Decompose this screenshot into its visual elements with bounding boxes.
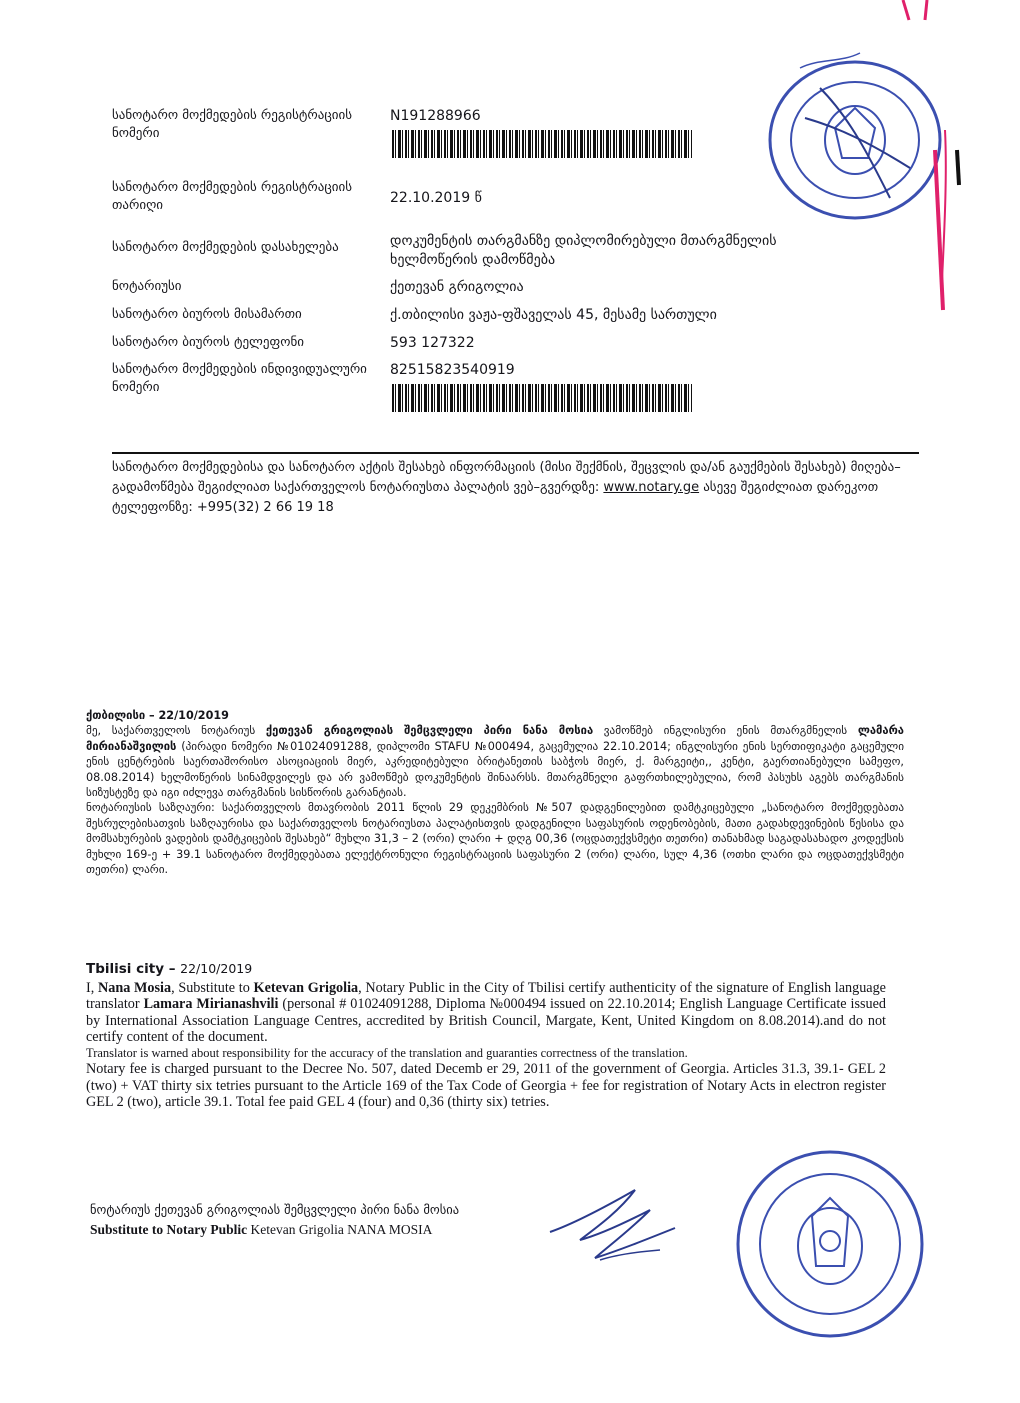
ka-p1-a: მე, საქართველოს ნოტარიუს — [86, 724, 266, 738]
en-p1-g: (personal # 01024091288, Diploma №000494 issued on 22.10.2014; English Language Certificate issued by International Association Language Centres, accredited by British Council, Margate, Kent, United Kingdom on 8.08.2014).and do not certify content of the document. — [86, 996, 887, 1045]
notary-label: ნოტარიუსი — [112, 279, 182, 294]
phone-label: სანოტარო ბიუროს ტელეფონი — [112, 335, 304, 350]
handwritten-signature — [540, 1170, 680, 1270]
info-text-2: ასევე შეგიძლიათ დარეკოთ ტელეფონზე: +995(32) 2 66 19 18 — [112, 480, 879, 515]
en-p1-d: Ketevan Grigolia — [253, 980, 359, 996]
english-certification — [86, 980, 886, 1110]
reg-date-label: სანოტარო მოქმედების რეგისტრაციის თარიღი — [112, 180, 353, 213]
ka-paragraph-2: ნოტარიუსის საზღაური: საქართველოს მთავრობის 2011 წლის 29 დეკემბრის №507 დადგენილებით დამტკიცებული „სანოტარო მოქმედებათა შესრულებისათვის საზღაურისა და საქართველოს ნოტარიუსთა პალატისთვის დადგენილი საფასურის ოდენობების, მათი გადახდევინების წესისა და მომსახურების ვადების დამტკიცების შესახებ“ მუხლი 31,3 – 2 (ორი) ლარი + დღგ 00,36 (ოცდათექვსმეტი თეთრი) თანახმად საგადასახადო კოდექსის მუხლი 169-ე + 39.1 სანოტარო მოქმედებათა ელექტრონული რეგისტრაციის საფასური 2 (ორი) ლარი, სულ 4,36 (ოთხი ლარი და ოცდათექვსმეტი თეთრი) ლარი. — [86, 801, 904, 877]
en-paragraph-3: Notary fee is charged pursuant to the Decree No. 507, dated Decemb er 29, 2011 of the government of Georgia. Articles 31.3, 39.1- GEL 2 (two) + VAT thirty six tetries pursuant to the Article 169 of the Tax Code of Georgia + fee for registration of Notary Acts in electron register GEL 2 (two), article 39.1. Total fee paid GEL 4 (four) and 0,36 (thirty six) tetries. — [86, 1061, 886, 1111]
individual-barcode — [392, 384, 692, 412]
reg-number-label: სანოტარო მოქმედების რეგისტრაციის ნომერი — [112, 108, 353, 141]
en-p1-e: , Notary Public in the City of Tbilisi certify authenticity of the signature of English language translator — [86, 980, 886, 1013]
phone-value: 593 127322 — [390, 335, 475, 351]
info-notice — [112, 458, 927, 518]
signature-name: Ketevan Grigolia NANA MOSIA — [247, 1222, 433, 1237]
notary-seal-bottom — [732, 1146, 928, 1342]
ka-paragraph-1 — [86, 723, 904, 800]
en-p1-b: Nana Mosia — [97, 980, 172, 996]
signature-line-en — [90, 1222, 432, 1238]
address-value: ქ.თბილისი ვაჟა-ფშაველას 45, მესამე სართული — [390, 307, 717, 323]
reg-number-barcode — [392, 130, 692, 158]
action-name-label: სანოტარო მოქმედების დასახელება — [112, 240, 339, 255]
en-paragraph-1 — [86, 980, 886, 1045]
divider — [112, 452, 919, 454]
en-p1-c: , Substitute to — [171, 980, 254, 996]
signature-line-ka: ნოტარიუს ქეთევან გრიგოლიას შემცვლელი პირი ნანა მოსია — [90, 1202, 460, 1217]
info-text-1: სანოტარო მოქმედებისა და სანოტარო აქტის შესახებ ინფორმაციის (მისი შექმნის, შეცვლის და/ან გაუქმების შესახებ) მიღება–გადამოწმება შეგიძლიათ საქართველოს ნოტარიუსთა პალატის ვებ–გვერდზე: — [112, 460, 901, 495]
ka-city-date: ქთბილისი – 22/10/2019 — [86, 709, 229, 722]
reg-number-value: N191288966 — [390, 108, 481, 124]
pink-pen-marks — [895, 0, 975, 320]
signature-role: Substitute to Notary Public — [90, 1222, 248, 1237]
ka-p1-e: (პირადი ნომერი №01024091288, დიპლომი STAFU №000494, გაცემულია 22.10.2014; ინგლისური ენის სერთიფიკატი გაცემული ენის ცენტრების საერთაშორისო ასოციაციის მიერ, აკრედიტებული ბრიტანეთის საბჭოს მიერ, ქ. მარგეიტი,, კენტი, გაერთიანებული სამეფო, 08.08.2014) ხელმოწერის სინამდვილეს და არ ვამოწმებ დოკუმენტის შინაარსს. მთარგმნელი გაფრთხილებულია, რომ პასუხს აგებს თარგმანის სიზუსტეზე და იგი იძლევა თარგმანის სისწორის გარანტიას. — [86, 739, 904, 800]
en-paragraph-2: Translator is warned about responsibility for the accuracy of the translation and guaranties correctness of the translation. — [86, 1046, 688, 1061]
individual-value: 82515823540919 — [390, 362, 515, 378]
en-city: Tbilisi city – — [86, 961, 181, 977]
notary-website-link[interactable]: www.notary.ge — [603, 480, 700, 495]
georgian-certification — [86, 708, 904, 877]
en-p1-f: Lamara Mirianashvili — [143, 996, 279, 1013]
en-date: 22/10/2019 — [180, 961, 253, 976]
ka-p1-c: ვამოწმებ ინგლისური ენის მთარგმნელის — [593, 724, 858, 738]
notary-value: ქეთევან გრიგოლია — [390, 279, 524, 295]
action-name-value: დოკუმენტის თარგმანზე დიპლომირებული მთარგმნელის ხელმოწერის დამოწმება — [390, 233, 777, 268]
individual-label: სანოტარო მოქმედების ინდივიდუალური ნომერი — [112, 362, 367, 395]
en-city-date — [86, 961, 252, 977]
en-p1-a: I, — [86, 980, 98, 996]
address-label: სანოტარო ბიუროს მისამართი — [112, 307, 302, 322]
ka-p1-b: ქეთევან გრიგოლიას შემცვლელი პირი ნანა მოსია — [265, 724, 594, 738]
ka-p1-d: ლამარა მირიანაშვილის — [86, 724, 904, 753]
reg-date-value: 22.10.2019 წ — [390, 190, 482, 206]
